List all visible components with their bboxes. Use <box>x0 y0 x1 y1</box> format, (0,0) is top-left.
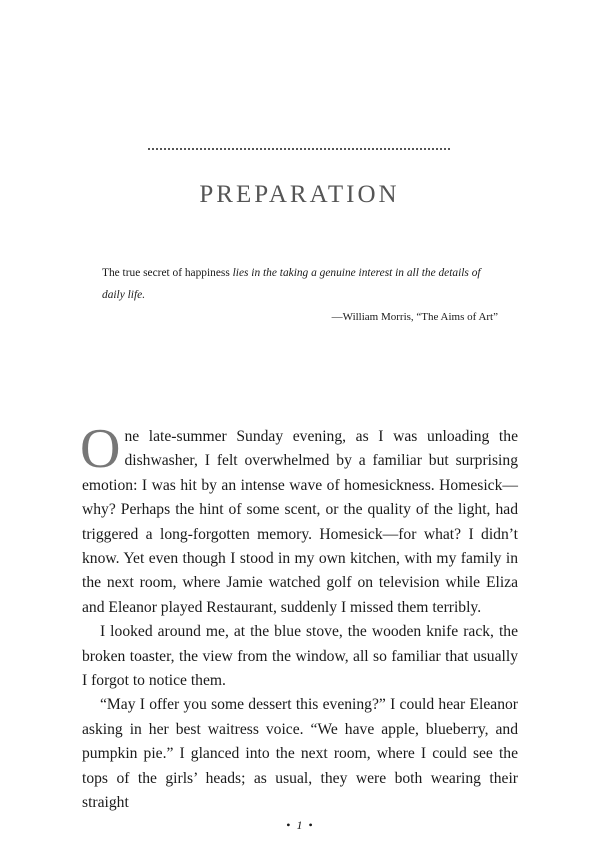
page-folio <box>0 818 599 833</box>
folio-bullet-left: • <box>286 818 291 832</box>
chapter-body <box>80 418 518 816</box>
paragraph-2: I looked around me, at the blue stove, the wooden knife rack, the broken toaster, the view from the window, all so familiar that usually I forgot to notice them. <box>82 623 518 690</box>
drop-cap: O <box>80 418 121 480</box>
paragraph-3: “May I offer you some dessert this evening?” I could hear Eleanor asking in her best waitress voice. “We have apple, blueberry, and pumpkin pie.” I glanced into the next room, where I could see the tops of the girls’ heads; as usual, they were both wearing their straight <box>82 696 518 812</box>
epigraph-text-italic: lies in the taking a genuine interest in all the details of daily life <box>102 267 481 301</box>
epigraph <box>102 262 502 306</box>
chapter-title: PREPARATION <box>199 181 400 208</box>
paragraph-1 <box>80 418 518 620</box>
epigraph-attribution: —William Morris, “The Aims of Art” <box>331 311 498 323</box>
paragraph-1-text: ne late-summer Sunday evening, as I was unloading the dishwasher, I felt overwhelmed by a familiar but surprising emotion: I was hit by an intense wave of homesickness. Homesick—why? Perhaps the hint of some scent, or the quality of the light, had triggered a long-forgotten memory. Homesick—for what? I didn’t know. Yet even though I stood in my own kitchen, with my family in the next room, where Jamie watched golf on television while Eliza and Eleanor played Restaurant, suddenly I missed them terribly. <box>82 428 518 616</box>
page-number: 1 <box>296 818 303 832</box>
epigraph-text-end: . <box>142 289 146 301</box>
epigraph-text-plain: The true secret of happiness <box>102 267 233 279</box>
folio-bullet-right: • <box>308 818 313 832</box>
dotted-rule <box>148 148 450 154</box>
